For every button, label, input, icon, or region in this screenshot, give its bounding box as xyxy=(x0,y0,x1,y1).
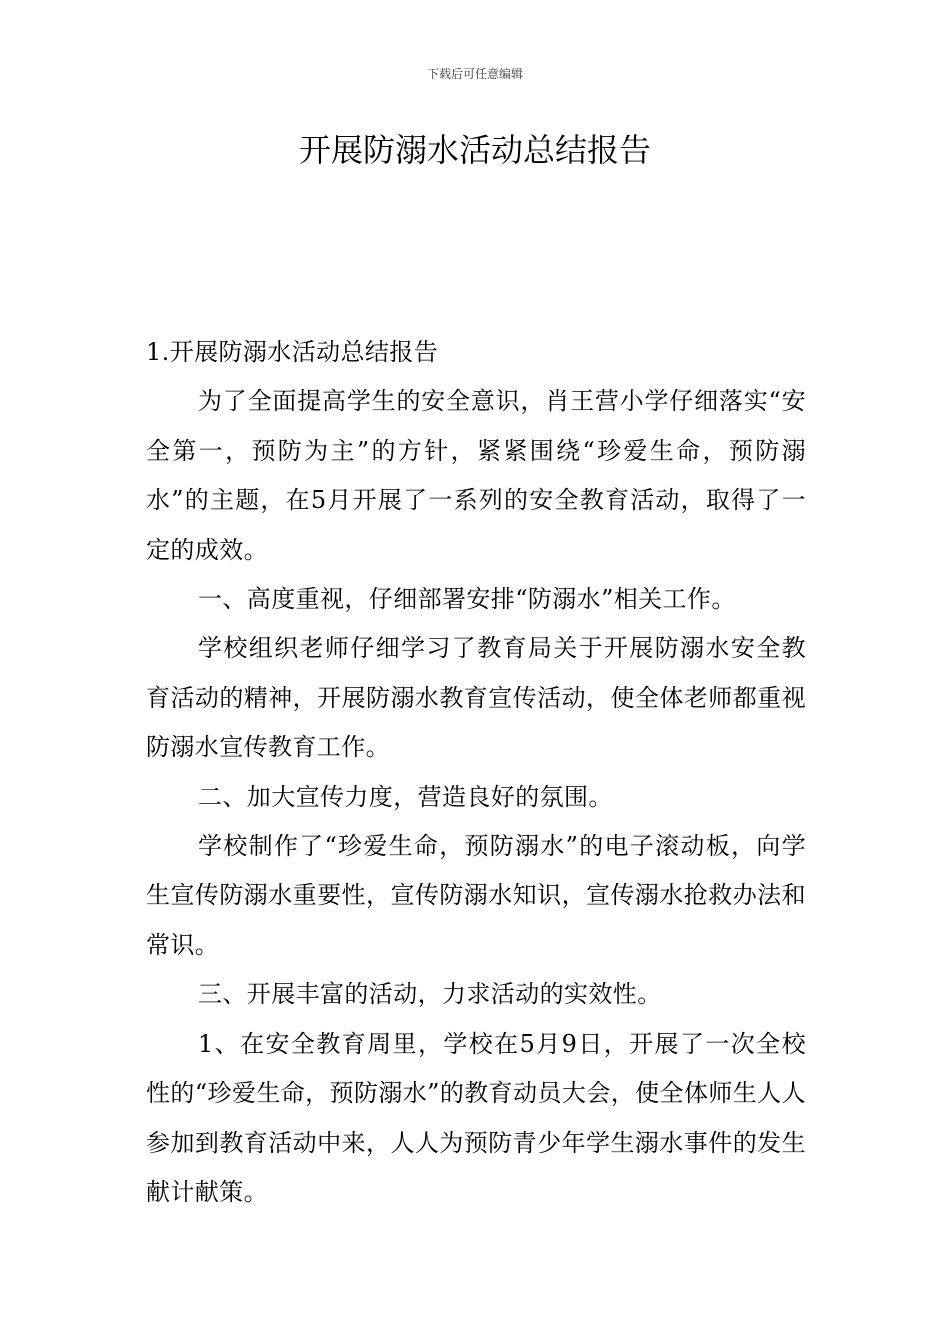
heading-one: 一、高度重视，仔细部署安排“防溺水”相关工作。 xyxy=(198,585,736,614)
document-title: 开展防溺水活动总结报告 xyxy=(298,131,651,169)
section-heading: 1.开展防溺水活动总结报告 xyxy=(146,338,439,366)
paragraph-intro: 为了全面提高学生的安全意识，肖王营小学仔细落实“安全第一，预防为主”的方针，紧紧围绕“珍爱生命，预防溺水”的主题，在5月开展了一系列的安全教育活动，取得了一定的成效。 xyxy=(146,387,806,564)
header-note: 下载后可任意编辑 xyxy=(426,67,523,81)
document-body xyxy=(146,328,806,1217)
heading-three: 三、开展丰富的活动，力求活动的实效性。 xyxy=(198,980,662,1009)
heading-two: 二、加大宣传力度，营造良好的氛围。 xyxy=(198,782,613,811)
paragraph-three: 1、在安全教育周里，学校在5月9日，开展了一次全校性的“珍爱生命，预防溺水”的教育动员大会，使全体师生人人参加到教育活动中来，人人为预防青少年学生溺水事件的发生献计献策。 xyxy=(146,1029,806,1206)
paragraph-two: 学校制作了“珍爱生命，预防溺水”的电子滚动板，向学生宣传防溺水重要性，宣传防溺水知识，宣传溺水抢救办法和常识。 xyxy=(146,832,806,959)
paragraph-one: 学校组织老师仔细学习了教育局关于开展防溺水安全教育活动的精神，开展防溺水教育宣传活动，使全体老师都重视防溺水宣传教育工作。 xyxy=(146,634,806,762)
